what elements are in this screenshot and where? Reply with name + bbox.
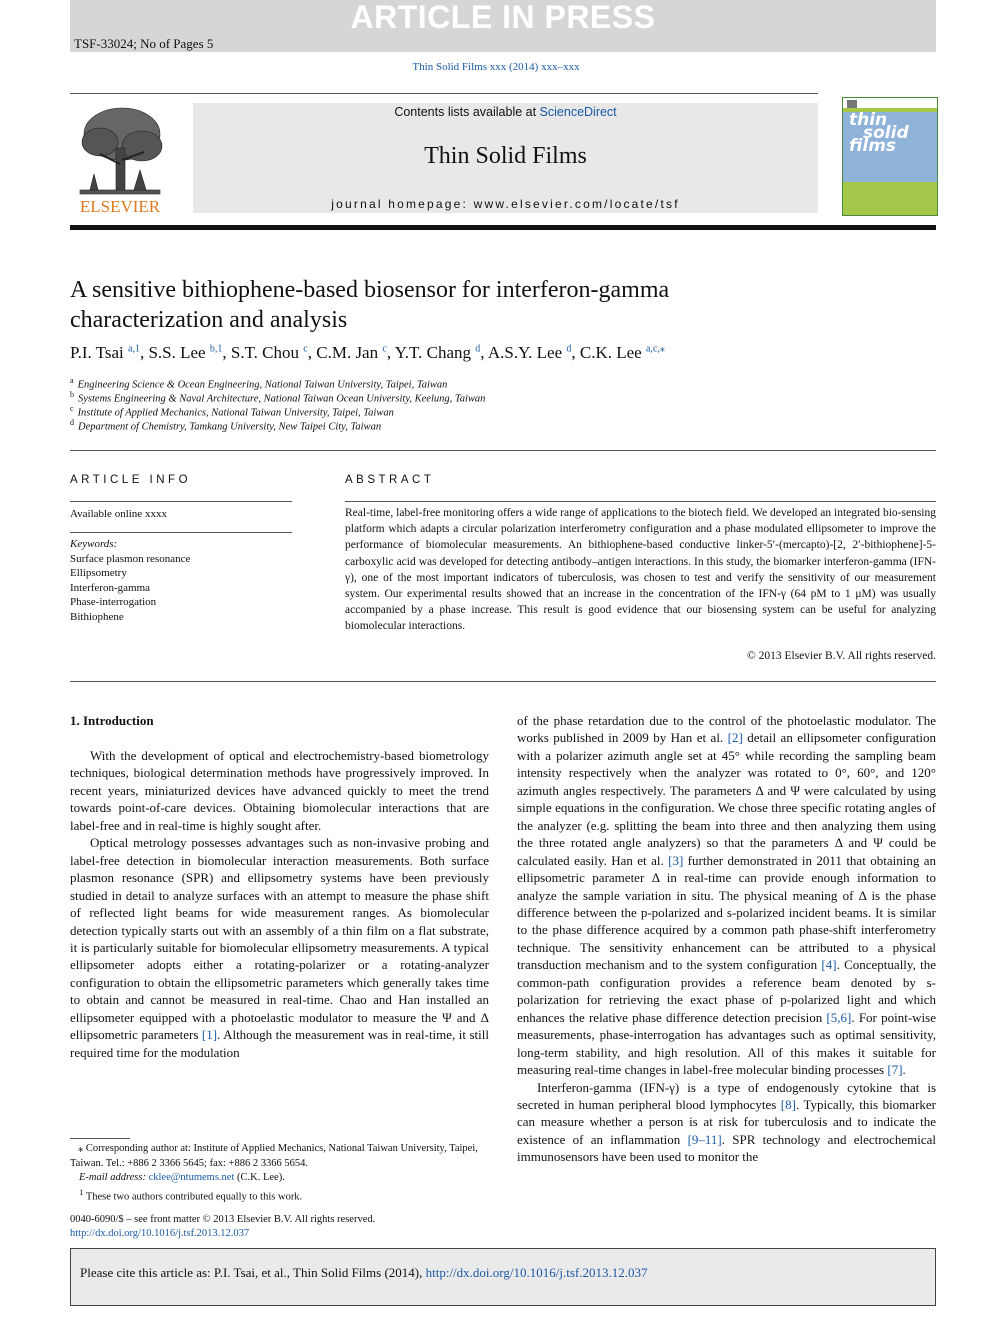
right-column	[517, 712, 936, 1166]
citation-link[interactable]: [1]	[201, 1027, 218, 1043]
article-title	[70, 275, 790, 335]
author[interactable]: C.M. Jan $^c$	[316, 343, 387, 362]
article-info-heading: ARTICLE INFO	[70, 474, 192, 486]
citation-box	[70, 1248, 936, 1306]
citation-link[interactable]: [8]	[780, 1096, 796, 1112]
keyword: Phase-interrogation	[70, 596, 157, 608]
email-label: E-mail address:	[79, 1172, 146, 1183]
keywords-label: Keywords:	[70, 538, 118, 550]
affiliation-rule	[70, 450, 936, 451]
author[interactable]: C.K. Lee $^{a,c,⁎}$	[579, 343, 665, 362]
citation-link[interactable]: [3]	[668, 852, 684, 868]
affiliation: $^b$ Systems Engineering & Naval Architecture, National Taiwan Ocean University, Keelung, Taiwan	[70, 390, 486, 405]
elsevier-logo[interactable]	[70, 104, 170, 216]
footnote-rule	[70, 1138, 130, 1139]
email-link[interactable]: cklee@ntumems.net	[148, 1172, 235, 1183]
section-heading: 1. Introduction	[70, 713, 154, 728]
banner-title: ARTICLE IN PRESS	[350, 0, 656, 35]
affiliation: $^c$ Institute of Applied Mechanics, National Taiwan University, Taipei, Taiwan	[70, 404, 394, 419]
masthead-bottom-rule	[70, 225, 936, 230]
equal-contribution-footnote	[70, 1185, 490, 1205]
citation-link[interactable]: [4]	[821, 957, 837, 973]
abstract-bottom-rule	[70, 681, 936, 682]
abstract-text: Real-time, label-free monitoring offers a wide range of applications to the biotech field. We developed an integrated bio-sensing platform which adapts a circular polarization interferometry configuration and a phase modulated ellipsometer to improve the performance of biomolecular measurements. An bithiophene-based conductive linker-5′-(mercapto)-[2, 2′-bithiophene]-5-carboxylic acid was developed for detecting antibody–antigen interactions. In this study, the biomarker interferon-gamma (IFN-γ), one of the most important indicators of tuberculosis, was chosen to test and verify the sensitivity of our measurement system. Our experimental results showed that an increase in the concentration of the IFN-γ (64 pM to 1 μM) was usually accompanied by a phase increase. This result is good evidence that our biosensing system can be useful for analyzing biomolecular interactions.	[345, 507, 936, 633]
footnote-mark: 1	[79, 1187, 84, 1197]
citation-doi-link[interactable]: http://dx.doi.org/10.1016/j.tsf.2013.12.037	[425, 1265, 648, 1280]
author[interactable]: Y.T. Chang $^d$	[394, 343, 481, 362]
citation-link[interactable]: [7]	[887, 1062, 903, 1078]
copyright-notice: © 2013 Elsevier B.V. All rights reserved.	[747, 650, 936, 662]
keyword: Interferon-gamma	[70, 581, 151, 594]
left-column	[70, 747, 489, 1061]
journal-homepage[interactable]: journal homepage: www.elsevier.com/locate/tsf	[331, 197, 680, 211]
tree-icon	[70, 104, 170, 216]
footnote-mark: ⁎	[78, 1143, 84, 1154]
author[interactable]: S.S. Lee $^{b,1}$	[148, 343, 223, 362]
doi-link[interactable]: http://dx.doi.org/10.1016/j.tsf.2013.12.037	[70, 1228, 250, 1239]
paragraph: of the phase retardation due to the control of the photoelastic modulator. The works published in 2009 by Han et al. [2] detail an ellipsometer configuration with a polarizer azimuth angle set at 45° while recording the sampling beam intensity respectively when the analyzer was rotated to 0°, 60°, and 120° azimuth angles respectively. The parameters Δ and Ψ were calculated by using simple equations in the configuration. We chose three specific rotating angles of the analyzer (e.g. splitting the beam into three and then analyzing them using the three rotated angle analyzers) so that the parameters Δ and Ψ could be calculated easily. Han et al. [3] further demonstrated in 2011 that obtaining an ellipsometric parameter Δ in real-time can provide enough information to analyze the sample variation in situ. The physical meaning of Δ is the phase difference between the p-polarized and s-polarized incident beams. It is similar to the phase difference acquired by a common path phase-shift interferometry technique. The sensitivity enhancement can be attributed to a physical transduction mechanism and to the system configuration [4]. Conceptually, the common-path configuration provides a reference beam denoted by s-polarization for retrieving the exact phase of p-polarized light and which enhances the relative phase difference detection precision [5,6]. For point-wise measurements, phase-interrogation has advantages such as optimal sensitivity, long-term stability, and high resolution. All of this makes it suitable for measuring real-time changes in label-free molecular binding processes [7].	[517, 713, 936, 1078]
cover-title-line: solid	[863, 123, 909, 143]
cover-title-line: films	[849, 136, 897, 156]
available-online: Available online xxxx	[70, 508, 167, 520]
paragraph: Optical metrology possesses advantages such as non-invasive probing and label-free detection in biomolecular interaction measurements. Both surface plasmon resonance (SPR) and ellipsometry systems have been previously studied in detail to analyze surfaces with an attempt to measure the phase shift of reflected light beams for wide measurement ranges. As biomolecular detection typically starts out with an assembly of a thin film on a flat substrate, it is particularly suitable for biomolecular ellipsometry measurements. A typical ellipsometer adopts either a rotating-polarizer or a rotating-analyzer configuration to obtain the ellipsometric parameters which generally takes time to obtain and cannot be measured in real-time. Chao and Han installed an ellipsometer equipped with a photoelastic modulator to measure the Ψ and Δ ellipsometric parameters [1]. Although the measurement was in real-time, it still required time for the modulation	[70, 835, 490, 1060]
keywords-block	[70, 537, 292, 624]
keyword: Bithiophene	[70, 610, 124, 623]
journal-reference[interactable]: Thin Solid Films xxx (2014) xxx–xxx	[412, 61, 580, 73]
manuscript-ref: TSF-33024; No of Pages 5	[74, 36, 214, 51]
citation-prefix: Please cite this article as: P.I. Tsai, et al., Thin Solid Films (2014),	[80, 1265, 426, 1280]
corresponding-author-footnote	[70, 1142, 490, 1171]
email-footnote	[70, 1171, 490, 1186]
author[interactable]: S.T. Chou $^c$	[230, 343, 308, 362]
abstract-heading: ABSTRACT	[345, 474, 435, 486]
sciencedirect-link[interactable]: ScienceDirect	[539, 105, 617, 119]
cover-title	[849, 110, 909, 156]
footnote-text: Corresponding author at: Institute of Applied Mechanics, National Taiwan University, Taipei, Taiwan. Tel.: +886 2 3366 5645; fax: +886 2 3366 5654.	[70, 1143, 478, 1169]
cover-title-line: thin	[849, 110, 888, 130]
article-info-rule	[70, 501, 292, 502]
contents-line	[193, 105, 818, 119]
footnote-text: These two authors contributed equally to this work.	[85, 1191, 303, 1203]
abstract-rule	[345, 501, 936, 502]
paragraph: With the development of optical and electrochemistry-based biometrology techniques, biological determination methods have progressively improved. In recent years, miniaturized devices have advanced quickly to meet the trend towards point-of-care devices. Obtaining biomolecular interactions that are label-free and in real-time is highly sought after.	[70, 748, 489, 833]
paragraph: Interferon-gamma (IFN-γ) is a type of endogenously cytokine that is secreted in human peripheral blood lymphocytes [8]. Typically, this biomarker can measure whether a person is at risk for tuberculosis and to indicate the existence of an inflammation [9–11]. SPR technology and electrochemical immunosensors have been used to monitor the	[517, 1079, 936, 1165]
journal-title[interactable]: Thin Solid Films	[424, 143, 587, 169]
article-in-press-banner	[70, 0, 936, 52]
publisher-wordmark: ELSEVIER	[79, 197, 161, 216]
masthead-box	[193, 103, 818, 213]
citation-link[interactable]: [5,6]	[826, 1009, 852, 1025]
title-line: A sensitive bithiophene-based biosensor for interferon-gamma	[70, 277, 670, 303]
keyword: Ellipsometry	[70, 567, 127, 579]
keyword: Surface plasmon resonance	[70, 552, 191, 565]
masthead-top-rule	[70, 93, 818, 94]
affiliation: $^d$ Department of Chemistry, Tamkang University, New Taipei City, Taiwan	[70, 418, 382, 433]
author-list: P.I. Tsai $^{a,1}$, S.S. Lee $^{b,1}$, S.T. Chou $^c$, C.M. Jan $^c$, Y.T. Chang $^d$, A.S.Y. Lee $^d$, C.K. Lee $^{a,c,⁎}$	[70, 343, 665, 362]
cover-logo-icon	[847, 100, 857, 108]
email-suffix: (C.K. Lee).	[237, 1172, 285, 1183]
journal-cover-thumbnail[interactable]	[842, 97, 938, 216]
author[interactable]: P.I. Tsai $^{a,1}$	[70, 343, 140, 362]
title-line: characterization and analysis	[70, 307, 348, 333]
contents-prefix: Contents lists available at	[394, 105, 540, 119]
citation-text	[80, 1265, 647, 1281]
author[interactable]: A.S.Y. Lee $^d$	[487, 343, 572, 362]
keywords-rule	[70, 532, 292, 533]
citation-link[interactable]: [9–11]	[687, 1131, 722, 1147]
citation-link[interactable]: [2]	[727, 730, 743, 746]
cover-header-strip	[843, 98, 937, 108]
issn-line: 0040-6090/$ – see front matter © 2013 Elsevier B.V. All rights reserved.	[70, 1214, 376, 1225]
affiliation: $^a$ Engineering Science & Ocean Engineering, National Taiwan University, Taipei, Taiwan	[70, 376, 448, 391]
